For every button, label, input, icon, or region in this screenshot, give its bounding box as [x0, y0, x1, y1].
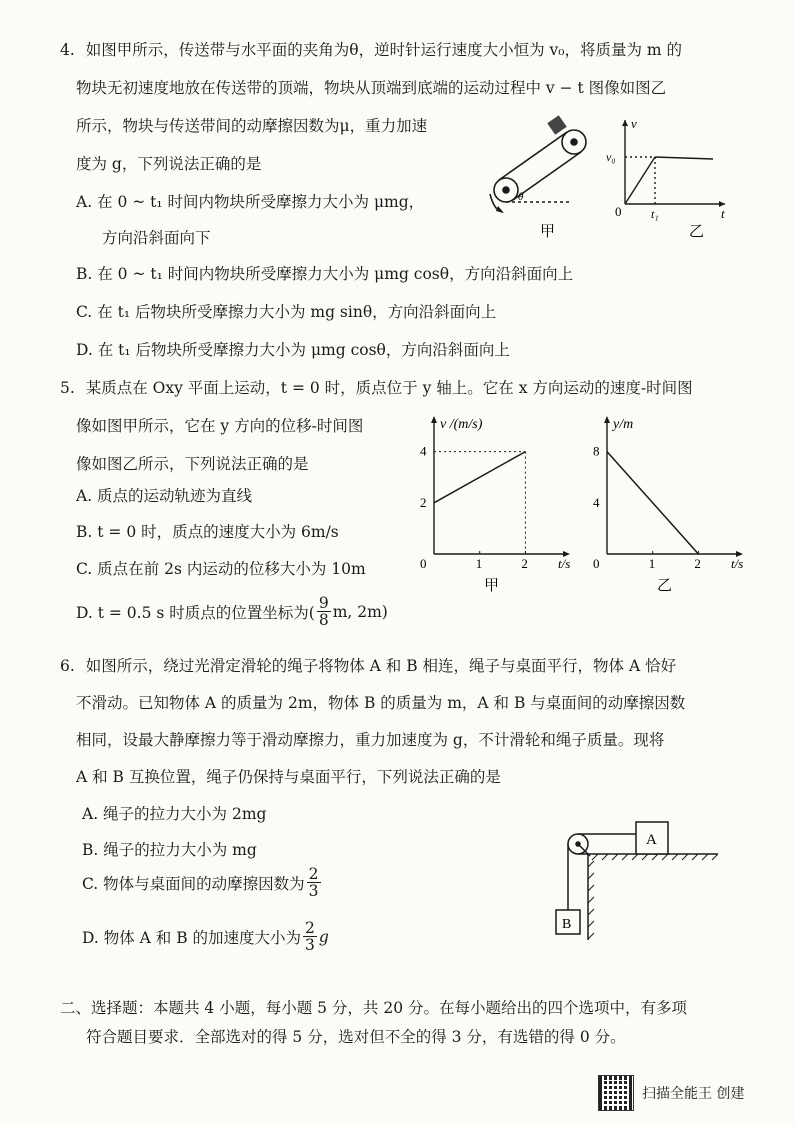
q6-option-d-post: g — [318, 927, 329, 946]
x-tick-label: 1 — [648, 556, 656, 571]
q5-frac-denominator: 8 — [318, 611, 329, 630]
q4-conveyor-figure — [478, 112, 598, 242]
q5-line2: 像如图甲所示，它在 y 方向的位移-时间图 — [76, 417, 364, 435]
q5-stem-1: 某质点在 Oxy 平面上运动，t = 0 时，质点位于 y 轴上。它在 x 方向运动的速度-时间图 — [85, 379, 693, 397]
x-tick-label: 0 — [593, 556, 600, 571]
q5-option-a: A. 质点的运动轨迹为直线 — [76, 487, 253, 505]
x-tick-label: 2 — [521, 556, 528, 571]
q4-line4: 度为 g，下列说法正确的是 — [76, 155, 262, 173]
section-2-line2: 符合题目要求．全部选对的得 5 分，选对但不全的得 3 分，有选错的得 0 分。 — [86, 1028, 626, 1046]
q6-line4: A 和 B 互换位置，绳子仍保持与桌面平行，下列说法正确的是 — [76, 768, 501, 786]
q4-option-d: D. 在 t₁ 后物块所受摩擦力大小为 μmg cosθ，方向沿斜面向上 — [76, 341, 510, 359]
q4-fig-jia-label: 甲 — [540, 224, 556, 240]
q4-graph-t1-label: t₁ — [651, 207, 659, 221]
section-2-line1: 二、选择题：本题共 4 小题，每小题 5 分，共 20 分。在每小题给出的四个选项中，有多项 — [60, 999, 688, 1017]
q6-option-c-fraction — [307, 866, 321, 900]
q4-number: 4. — [60, 41, 75, 59]
y-axis-label: y/m — [613, 417, 634, 432]
q5-option-d-post: m, 2m) — [332, 602, 388, 621]
y-axis-label: v /(m/s) — [440, 417, 483, 432]
q5-line3: 像如图乙所示，下列说法正确的是 — [76, 455, 309, 473]
q4-line1 — [60, 38, 682, 60]
x-tick-label: 0 — [420, 556, 427, 571]
q6-line3: 相同，设最大静摩擦力等于滑动摩擦力，重力加速度为 g，不计滑轮和绳子质量。现将 — [76, 731, 665, 749]
series-line — [607, 452, 698, 554]
q5-chart-yi — [585, 410, 755, 600]
scanner-watermark-text: 扫描全能王 创建 — [642, 1086, 745, 1102]
q6-option-a: A. 绳子的拉力大小为 2mg — [82, 805, 267, 823]
q6-option-b: B. 绳子的拉力大小为 mg — [82, 841, 257, 859]
q5-chart-jia — [412, 410, 582, 600]
x-tick-label: 2 — [694, 556, 701, 571]
q4-graph-v-label: v — [631, 116, 637, 131]
q6-line2: 不滑动。已知物体 A 的质量为 2m，物体 B 的质量为 m，A 和 B 与桌面间的动摩擦因数 — [76, 694, 686, 712]
q6-c-denominator: 3 — [308, 882, 319, 901]
q6-label-a: A — [646, 832, 657, 848]
q5-option-b: B. t = 0 时，质点的速度大小为 6m/s — [76, 523, 339, 541]
q4-option-c: C. 在 t₁ 后物块所受摩擦力大小为 mg sinθ，方向沿斜面向上 — [76, 303, 497, 321]
q6-d-numerator: 2 — [305, 919, 315, 937]
q6-label-b: B — [562, 917, 572, 932]
q6-stem-1: 如图所示，绕过光滑定滑轮的绳子将物体 A 和 B 相连，绳子与桌面平行，物体 A 恰好 — [85, 657, 677, 675]
q5-option-d — [76, 595, 388, 629]
q6-option-d — [82, 920, 329, 954]
y-tick-label: 2 — [420, 494, 427, 510]
y-axis-arrow — [431, 416, 437, 423]
x-axis-label: t/s — [558, 556, 571, 571]
q5-frac-numerator: 9 — [318, 594, 329, 612]
x-axis-label: t/s — [731, 556, 744, 571]
y-tick-label: 4 — [420, 443, 427, 459]
q4-option-b: B. 在 0 ~ t₁ 时间内物块所受摩擦力大小为 μmg cosθ，方向沿斜面向上 — [76, 265, 574, 283]
q5-option-d-pre: D. t = 0.5 s 时质点的位置坐标为( — [76, 603, 315, 622]
y-axis-arrow — [604, 416, 610, 423]
q6-pulley-figure — [548, 812, 728, 942]
q6-option-d-pre: D. 物体 A 和 B 的加速度大小为 — [82, 928, 302, 947]
q5-number: 5. — [60, 379, 75, 397]
chart-title: 甲 — [484, 578, 500, 594]
q6-option-c — [82, 866, 323, 900]
q4-fig-yi-label: 乙 — [689, 224, 705, 240]
q5-option-c: C. 质点在前 2s 内运动的位移大小为 10m — [76, 560, 366, 578]
q4-line2: 物块无初速度地放在传送带的顶端，物块从顶端到底端的运动过程中 v − t 图像如图乙 — [76, 79, 667, 97]
q4-stem-1: 如图甲所示，传送带与水平面的夹角为θ，逆时针运行速度大小恒为 v₀，将质量为 m 的 — [85, 41, 683, 59]
qr-code-icon — [598, 1075, 634, 1111]
x-tick-label: 1 — [475, 556, 483, 571]
q4-graph-v0-label: v₀ — [606, 150, 616, 164]
series-line — [434, 452, 525, 503]
y-tick-label: 8 — [593, 443, 600, 459]
q6-c-numerator: 2 — [308, 865, 319, 883]
q6-d-denominator: 3 — [305, 936, 315, 955]
q5-line1 — [60, 376, 693, 398]
q6-option-d-fraction — [303, 920, 317, 954]
q6-line1 — [60, 654, 676, 676]
q4-vt-graph — [605, 112, 735, 240]
q4-option-a: A. 在 0 ~ t₁ 时间内物块所受摩擦力大小为 μmg， — [76, 193, 425, 211]
chart-title: 乙 — [657, 578, 673, 594]
q4-option-a-cont: 方向沿斜面向下 — [102, 229, 211, 247]
y-tick-label: 4 — [593, 494, 600, 510]
q4-graph-origin: 0 — [615, 204, 622, 219]
q6-option-c-pre: C. 物体与桌面间的动摩擦因数为 — [82, 874, 305, 893]
scanner-watermark — [598, 1075, 744, 1111]
q5-option-d-fraction — [317, 595, 331, 629]
q4-angle-label: θ — [518, 191, 524, 203]
q4-line3: 所示，物块与传送带间的动摩擦因数为μ，重力加速 — [76, 117, 428, 135]
q6-number: 6. — [60, 657, 75, 675]
q4-graph-t-label: t — [721, 206, 725, 221]
